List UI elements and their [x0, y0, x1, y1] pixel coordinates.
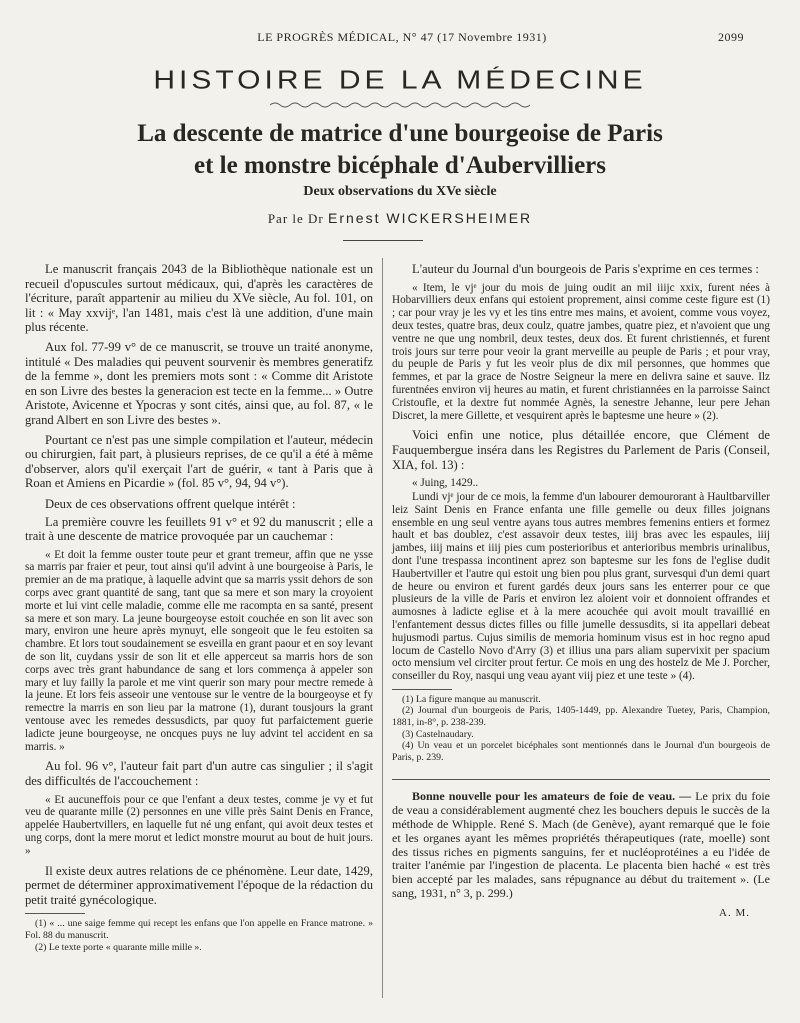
right-quotation: « Item, le vjᵉ jour du mois de juing oudit an mil iiijc xxix, furent nées à Hobarvilliers deux enfans qui estoient proprement, ainsi comme ceste figure est (1) ; car pour vray je les vy et les tins entre mes mains, et avoient, comme vous voyez, deux testes, quatre bras, deux coulz, quatre jambes, quatre piez, et n'avoient que ung ventre ne que ung nombril, deux testes, deux dos. Et furent christiennés, et furent trois jours sur terre pour veoir la grant merveille au peuple de Paris ; et pour vray, du peuple de Paris y fut les veoir plus de dix mil personnes, que hommes que femmes, et par la grace de Nostre Seigneur la mere en delivra saine et sauve. Ilz furentnées environ vij heures au matin, et furent christiannées en la parroisse Sainct Cristoufle, et la dextre fut nommée Agnès, la senestre Jehanne, leur pere Jehan Discret, la mere Gillette, et vesquirent après le baptesme une heure » (2). — [392, 281, 770, 422]
footnote: (1) La figure manque au manuscrit. — [402, 693, 541, 705]
left-paragraph: Au fol. 96 v°, l'auteur fait part d'un autre cas singulier ; il s'agit des difficultés de l'accouchement : — [25, 759, 373, 789]
left-paragraph: Il existe deux autres relations de ce phénomène. Leur date, 1429, permet de déterminer approximativement l'époque de la rédaction du petit traité gynécologique. — [25, 863, 373, 907]
article-subtitle: Deux observations du XVe siècle — [303, 184, 497, 199]
left-paragraph: Pourtant ce n'est pas une simple compilation et l'auteur, médecin ou chirurgien, fait part, à plusieurs reprises, de ce qu'il a été à même d'observer, alors qu'il exerçait l'art de guérir, « tant à Paris que à Roan et Amiens en Picardie » (fol. 85 v°, 94, 94 v°). — [25, 432, 373, 491]
left-quotation: « Et aucuneffois pour ce que l'enfant a deux testes, comme je vy et fut veu de quarante mille (2) personnes en une ville près Saint Denis en France, appelée Haubertvillers, en laquelle fut né ung enfant, qui avoit deux testes et ung corps, dont la mere morut et ledict monstre mourut au bout de huit jours. » — [25, 793, 373, 857]
decorative-wavy-rule — [270, 100, 530, 110]
notice-title: Bonne nouvelle pour les amateurs de foie de veau. — — [412, 789, 692, 804]
footnote: (3) Castelnaudary. — [402, 728, 474, 740]
article-title-line2: et le monstre bicéphale d'Aubervilliers — [194, 152, 606, 179]
section-title: HISTOIRE DE LA MÉDECINE — [153, 66, 647, 95]
notice-body: Le prix du foie de veau a considérablement augmenté chez les bouchers depuis le succès de la méthode de Whipple. René S. Mach (de Genève), ayant remarqué que le foie et les organes ayant les mêmes propriétés thérapeutiques (rate, moelle) sont des tissus riches en pigments sanguins, fer et nucléoprotéines a eu l'idée de traiter l'anémie par l'ingestion de placenta. Le placenta bien haché « est très bien accepté par les malades, sans répugnance au début du traitement ». (Le sang, 1931, n° 3, p. 299.) — [392, 789, 770, 901]
footnote: (4) Un veau et un porcelet bicéphales sont mentionnés dans le Journal d'un bourgeois de Paris, p. 239. — [392, 740, 770, 763]
notice-paragraph — [392, 790, 770, 900]
byline-prefix: Par le Dr — [267, 211, 324, 226]
right-column — [392, 262, 770, 920]
footnote: (2) Journal d'un bourgeois de Paris, 1405-1449, pp. Alexandre Tuetey, Paris, Champion, 1881, in-8°, p. 238-239. — [392, 705, 770, 729]
column-divider — [382, 258, 383, 998]
footnote: (1) « ... une saige femme qui recept les enfans que l'on appelle en France matrone. » Fol. 88 du manuscrit. — [25, 918, 373, 941]
title-rule — [343, 240, 423, 241]
right-paragraph: Voici enfin une notice, plus détaillée encore, que Clément de Fauquembergue inséra dans les Registres du Parlement de Paris (Conseil, XIA, fol. 13) : — [392, 428, 770, 472]
left-paragraph: Deux de ces observations offrent quelque intérêt : — [45, 496, 296, 511]
right-quotation: Lundi vjᵉ jour de ce mois, la femme d'un labourer demourorant à Haultbarviller leiz Saint Denis en France enfanta une fille gemelle ou deux filles joignans ensemble en ung seul ventre ayans tous autres membres femenins entiers et formez hault et bas doublez, c'est assavoir deux testes, iiij bras avec les espaules, iiij jambes, iiij mains et iiij pies cum posterioribus et anterioribus membris urinalibus, dont l'une trespassa incontinent aprez son baptesme sur les fons de l'eglise dudit Haubertviller et l'autre qui estoit ung bien pou plus grant, survesqui d'un demi quart de heure ou environ et furent gardés deux jours sans les enterrer pour ce que plusieurs de la ville de Paris et environ lez aloient voir et donnoient offrandes et aumosnes à ladicte eglise et à la mere acouchée qui avoit moult travaillié en l'enfantement dessus dictes filles ou fille jumelle dessusdits, si ita appellari debeat hujusmodi partus. Cujus similis de memoria hominum visus est in hoc regno apud locum de Castello Novo d'Arry (3) et illius una pars aliam supervixit per spacium octo mensium vel circiter prout fertur. Ce mois en ung des hostelz de Me J. Porcher, conseiller du Roy, nasqui ung veau ayant viij piez et une teste » (4). — [392, 490, 770, 683]
left-paragraph: La première couvre les feuillets 91 v° et 92 du manuscrit ; elle a trait à une descente de matrice provoquée par un cauchemar : — [25, 514, 373, 544]
right-quotation-date: « Juing, 1429.. — [412, 477, 479, 490]
running-header — [60, 30, 744, 45]
left-paragraph: Aux fol. 77-99 v° de ce manuscrit, se trouve un traité anonyme, intitulé « Des maladies qui peuvent sourvenir ès membres generatifz de la femme », dont les premiers mots sont : « Comme dit Aristote en son Livre des bestes la generacion est tecte en la femme... » Outre Aristote, Avicenne et Ypocras y sont cités, ainsi que, au fol. 87, « le grand Albert en son Livre des bestes ». — [25, 339, 373, 427]
running-head: LE PROGRÈS MÉDICAL, N° 47 (17 Novembre 1931) — [257, 30, 547, 44]
left-column — [25, 262, 373, 953]
footnote: (2) Le texte porte « quarante mille mille ». — [35, 941, 202, 953]
footnote-rule — [392, 689, 452, 690]
right-paragraph: L'auteur du Journal d'un bourgeois de Paris s'exprime en ces termes : — [412, 262, 759, 276]
left-paragraph: Le manuscrit français 2043 de la Bibliothèque nationale est un recueil d'opuscules surtout médicaux, qui, d'après les caractères de l'écriture, paraît appartenir au milieu du XVe siècle, Au fol. 101, on lit : « May xxvijᵉ, l'an 1481, mais c'est là une addition, d'une main plus récente. — [25, 262, 373, 335]
byline — [0, 210, 800, 227]
section-rule — [392, 779, 770, 780]
article-title-block — [0, 118, 800, 227]
article-title-line1: La descente de matrice d'une bourgeoise de Paris — [137, 120, 663, 147]
page-number: 2099 — [718, 30, 744, 44]
left-quotation: « Et doit la femme ouster toute peur et grant tremeur, affin que ne ysse sa marris par fraier et peur, tout ainsi qu'il advint à une bourgeoise à Paris, le premier an de ma pratique, à laquelle advint que sa marris yssit dehors de son corps avec grant quantité de sang, tant que sa mere et son mary la croyoient morte et lui vint celle maladie, comme elle me racompta en sa santé, present sa mere et son mary. La jeune bourgeoyse estoit couchée en son lit avec son mary, environ une heure après mynuyt, elle songeoit que le feu estoiten sa chambre. Et lors tout soudainement se esveilla en grant paour et en soy levant de son lit, cuydans yssir de son lit et elle apperceut sa marris hors de son corps avec très grant habundance de sang et lors commença à appeler son mary et luy failly la parole et me vint querir son mary pour mectre remede à la jeune. Et lors feis asseoir une ventouse sur le ventre de la bourgeoyse et fy remectre la marris en son lieu par la matrone (1), durant tousjours la grant ventouse avec les remedes dessusdicts, par quoy fut parfaictement guerie ladicte jeune bourgeoyse, ne oncques puys ne luy advint tel accident en sa marris. » — [25, 548, 373, 753]
signature: A. M. — [719, 906, 750, 919]
author-name: Ernest WICKERSHEIMER — [328, 210, 533, 226]
footnote-rule — [25, 913, 85, 914]
